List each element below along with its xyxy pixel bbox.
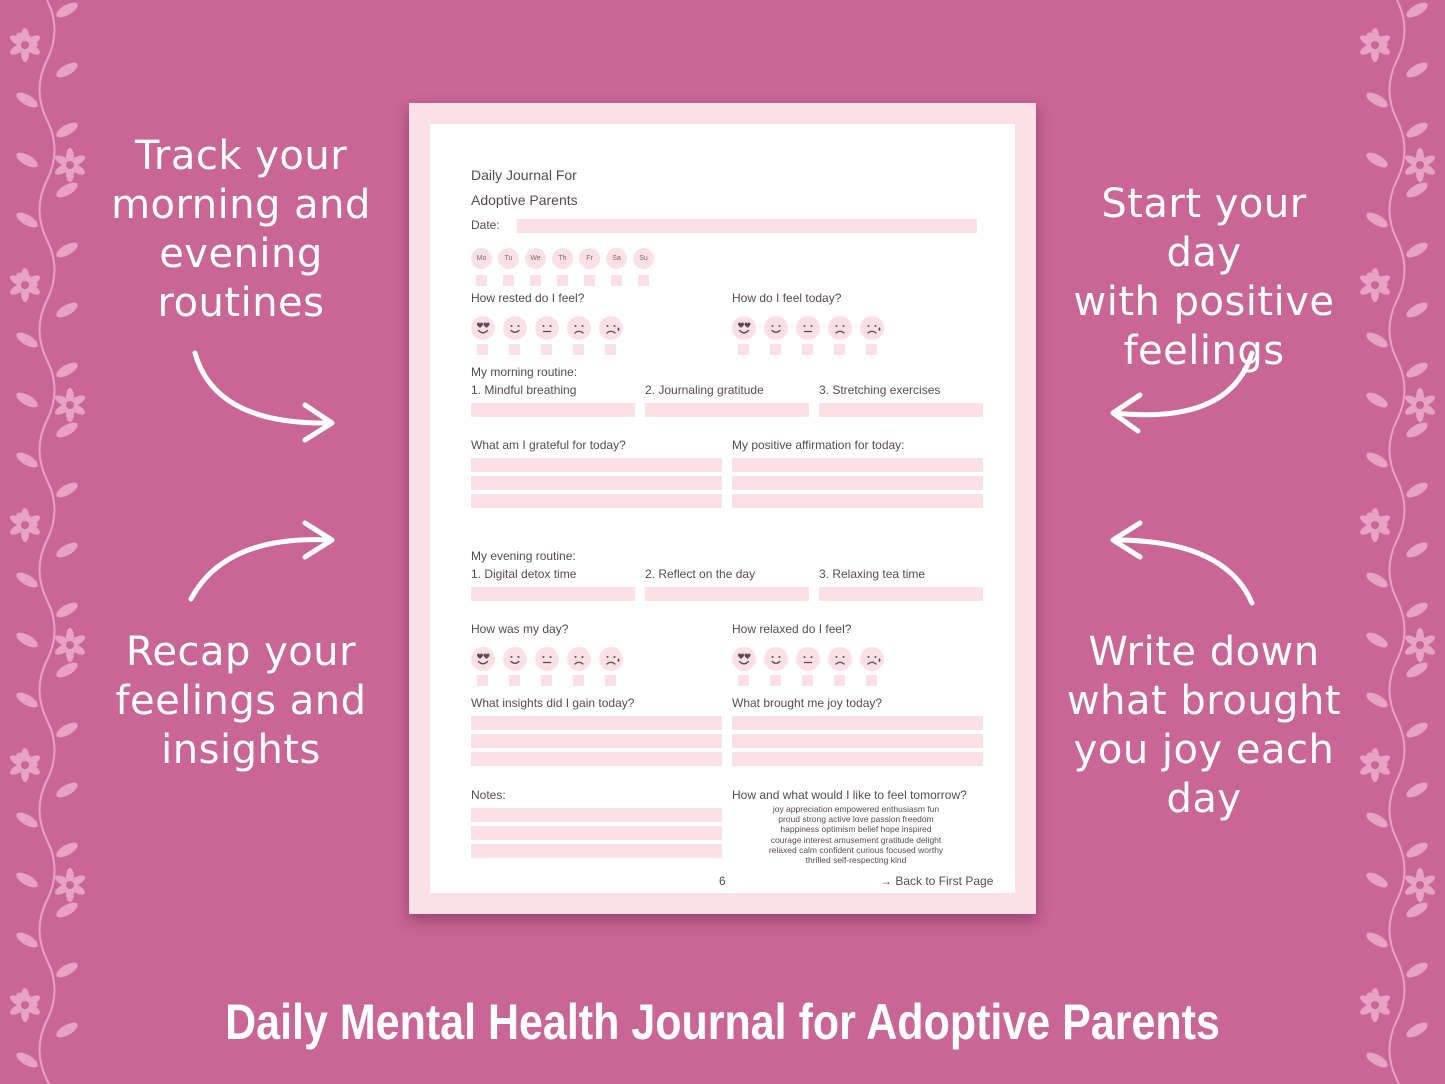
mood-love-icon[interactable] xyxy=(471,647,495,671)
floral-vine-left xyxy=(0,0,95,1084)
callout-line: what brought xyxy=(1066,678,1342,724)
evening-field-2[interactable] xyxy=(645,587,809,601)
callout-line: evening xyxy=(159,231,323,277)
feeling-words-row: happiness optimism belief hope inspired xyxy=(780,824,932,835)
mood-checkbox[interactable] xyxy=(866,344,877,355)
feeling-words-row: thrilled self-respecting kind xyxy=(805,855,907,866)
insights-field[interactable] xyxy=(471,752,722,766)
evening-field-1[interactable] xyxy=(471,587,635,601)
arrow-left-down-icon xyxy=(1100,345,1260,445)
weekday-checkbox[interactable] xyxy=(503,275,514,286)
grateful-field[interactable] xyxy=(471,494,722,508)
morning-item-2: 2. Journaling gratitude xyxy=(645,383,764,397)
feeling-words xyxy=(721,804,991,865)
relaxed-label: How relaxed do I feel? xyxy=(732,622,852,636)
journal-page-inner xyxy=(430,124,1015,893)
mood-neutral-icon[interactable] xyxy=(796,647,820,671)
weekday-checkbox[interactable] xyxy=(557,275,568,286)
tomorrow-label: How and what would I like to feel tomorrow? xyxy=(732,788,967,802)
mood-checkbox[interactable] xyxy=(509,344,520,355)
morning-field-3[interactable] xyxy=(819,403,983,417)
weekday-checkbox[interactable] xyxy=(530,275,541,286)
morning-routine-label: My morning routine: xyxy=(471,365,578,379)
callout-line: Start your day xyxy=(1101,181,1307,276)
mood-checkbox[interactable] xyxy=(738,344,749,355)
mood-checkbox[interactable] xyxy=(605,675,616,686)
mood-checkbox[interactable] xyxy=(573,344,584,355)
weekday-su[interactable]: Su xyxy=(633,248,654,269)
mood-checkbox[interactable] xyxy=(770,675,781,686)
mood-neutral-icon[interactable] xyxy=(535,316,559,340)
mood-checkbox[interactable] xyxy=(834,344,845,355)
feel-today-label: How do I feel today? xyxy=(732,291,842,305)
mood-neutral-icon[interactable] xyxy=(796,316,820,340)
mood-happy-icon[interactable] xyxy=(764,316,788,340)
mood-crying-icon[interactable] xyxy=(860,647,884,671)
evening-field-3[interactable] xyxy=(819,587,983,601)
joy-field[interactable] xyxy=(732,716,983,730)
evening-routine-label: My evening routine: xyxy=(471,549,576,563)
callout-line: routines xyxy=(157,280,325,326)
mood-checkbox[interactable] xyxy=(802,675,813,686)
mood-sad-icon[interactable] xyxy=(567,316,591,340)
floral-vine-right xyxy=(1350,0,1445,1084)
callout-line: with positive xyxy=(1073,279,1335,325)
evening-item-1: 1. Digital detox time xyxy=(471,567,577,581)
mood-happy-icon[interactable] xyxy=(503,647,527,671)
mood-crying-icon[interactable] xyxy=(599,316,623,340)
weekday-th[interactable]: Th xyxy=(552,248,573,269)
mood-checkbox[interactable] xyxy=(866,675,877,686)
notes-field[interactable] xyxy=(471,826,722,840)
grateful-field[interactable] xyxy=(471,476,722,490)
callout-line: Write down xyxy=(1088,629,1320,675)
weekday-tu[interactable]: Tu xyxy=(498,248,519,269)
journal-page xyxy=(409,103,1036,914)
mood-checkbox[interactable] xyxy=(477,675,488,686)
callout-line: morning and xyxy=(111,182,371,228)
arrow-right-down-icon xyxy=(185,345,345,445)
mood-crying-icon[interactable] xyxy=(599,647,623,671)
journal-title-line1: Daily Journal For xyxy=(471,167,577,183)
evening-item-2: 2. Reflect on the day xyxy=(645,567,756,581)
weekday-checkbox[interactable] xyxy=(476,275,487,286)
callout-line: feelings and xyxy=(115,678,367,724)
joy-label: What brought me joy today? xyxy=(732,696,883,710)
callout-line: insights xyxy=(161,727,321,773)
affirmation-field[interactable] xyxy=(732,476,983,490)
mood-neutral-icon[interactable] xyxy=(535,647,559,671)
joy-field[interactable] xyxy=(732,734,983,748)
feeling-words-row: joy appreciation empowered enthusiasm fun xyxy=(772,804,940,814)
feeling-words-row: proud strong active love passion freedom xyxy=(778,814,934,825)
journal-title-line2: Adoptive Parents xyxy=(471,192,578,208)
mood-checkbox[interactable] xyxy=(509,675,520,686)
day-label: How was my day? xyxy=(471,622,569,636)
insights-field[interactable] xyxy=(471,734,722,748)
mood-sad-icon[interactable] xyxy=(828,316,852,340)
banner-title: Daily Mental Health Journal for Adoptive Parents xyxy=(225,994,1220,1050)
joy-field[interactable] xyxy=(732,752,983,766)
mood-love-icon[interactable] xyxy=(732,316,756,340)
insights-field[interactable] xyxy=(471,716,722,730)
mood-checkbox[interactable] xyxy=(541,675,552,686)
callout-line: you joy each xyxy=(1073,727,1335,773)
callout-write-joy xyxy=(1062,628,1346,824)
mood-checkbox[interactable] xyxy=(477,344,488,355)
morning-field-2[interactable] xyxy=(645,403,809,417)
mood-love-icon[interactable] xyxy=(732,647,756,671)
morning-field-1[interactable] xyxy=(471,403,635,417)
weekday-mo[interactable]: Mo xyxy=(471,248,492,269)
weekday-checkbox[interactable] xyxy=(638,275,649,286)
mood-checkbox[interactable] xyxy=(770,344,781,355)
weekday-checkbox[interactable] xyxy=(584,275,595,286)
evening-item-3: 3. Relaxing tea time xyxy=(819,567,926,581)
date-field[interactable] xyxy=(517,219,977,233)
callout-line: feelings xyxy=(1123,328,1285,374)
morning-item-1: 1. Mindful breathing xyxy=(471,383,577,397)
weekday-checkbox[interactable] xyxy=(611,275,622,286)
mood-checkbox[interactable] xyxy=(738,675,749,686)
callout-track-routines xyxy=(100,132,382,328)
mood-happy-icon[interactable] xyxy=(764,647,788,671)
mood-checkbox[interactable] xyxy=(541,344,552,355)
grateful-field[interactable] xyxy=(471,458,722,472)
mood-checkbox[interactable] xyxy=(573,675,584,686)
notes-field[interactable] xyxy=(471,844,722,858)
mood-sad-icon[interactable] xyxy=(828,647,852,671)
rested-label: How rested do I feel? xyxy=(471,291,585,305)
mood-crying-icon[interactable] xyxy=(860,316,884,340)
mood-love-icon[interactable] xyxy=(471,316,495,340)
mood-checkbox[interactable] xyxy=(834,675,845,686)
mood-sad-icon[interactable] xyxy=(567,647,591,671)
mood-checkbox[interactable] xyxy=(802,344,813,355)
insights-label: What insights did I gain today? xyxy=(471,696,635,710)
feeling-words-row: courage interest amusement gratitude delight xyxy=(770,834,942,845)
weekday-sa[interactable]: Sa xyxy=(606,248,627,269)
affirmation-label: My positive affirmation for today: xyxy=(732,438,905,452)
morning-item-3: 3. Stretching exercises xyxy=(819,383,941,397)
callout-recap-feelings xyxy=(100,628,382,775)
callout-line: Track your xyxy=(134,133,348,179)
back-to-first-page-link[interactable]: → Back to First Page xyxy=(880,874,994,888)
notes-field[interactable] xyxy=(471,808,722,822)
callout-line: day xyxy=(1166,776,1242,822)
mood-happy-icon[interactable] xyxy=(503,316,527,340)
callout-line: Recap your xyxy=(125,629,357,675)
weekday-we[interactable]: We xyxy=(525,248,546,269)
date-label: Date: xyxy=(471,218,500,232)
notes-label: Notes: xyxy=(471,788,506,802)
weekday-fr[interactable]: Fr xyxy=(579,248,600,269)
grateful-label: What am I grateful for today? xyxy=(471,438,626,452)
arrow-right-up-icon xyxy=(185,515,345,610)
affirmation-field[interactable] xyxy=(732,494,983,508)
feeling-words-row: relaxed calm confident curious focused worthy xyxy=(768,844,944,855)
affirmation-field[interactable] xyxy=(732,458,983,472)
mood-checkbox[interactable] xyxy=(605,344,616,355)
arrow-left-up-icon xyxy=(1100,515,1260,610)
page-number: 6 xyxy=(719,874,726,888)
